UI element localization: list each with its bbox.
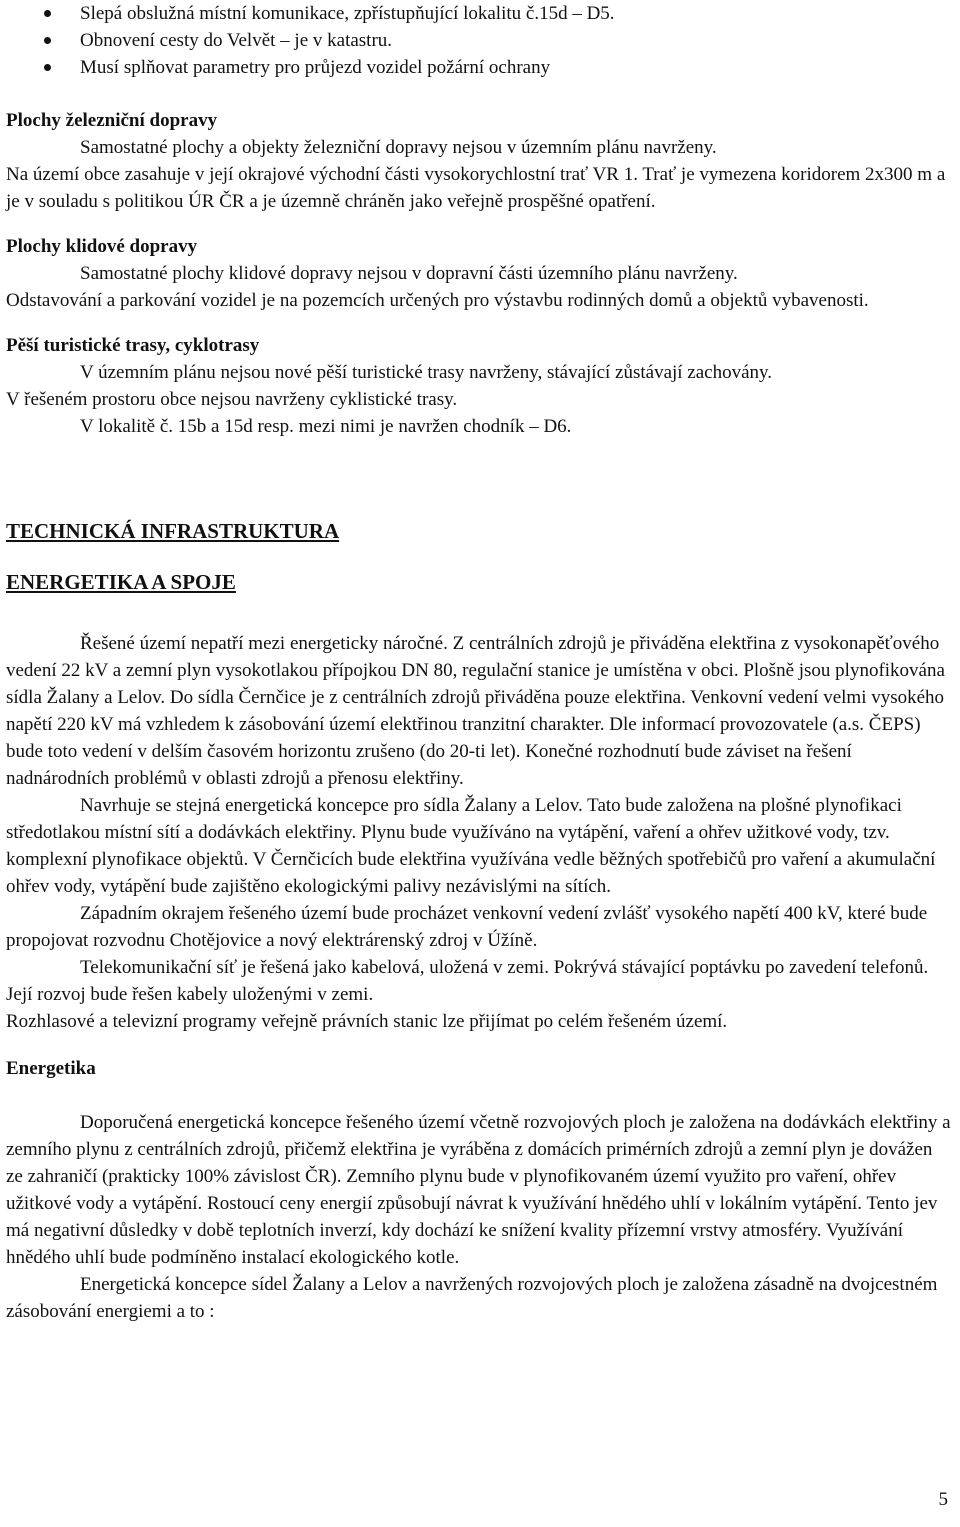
broadcast-text: Rozhlasové a televizní programy veřejně právních stanic lze přijímat po celém řešeném území. <box>6 1011 728 1032</box>
energetika-heading: Energetika <box>6 1058 96 1079</box>
parking-line1: Samostatné plochy klidové dopravy nejsou v dopravní části územního plánu navrženy. <box>80 263 738 284</box>
parking-text: Odstavování a parkování vozidel je na pozemcích určených pro výstavbu rodinných domů a objektů vybavenosti. <box>6 290 869 311</box>
trails-line2: V řešeném prostoru obce nejsou navrženy cyklistické trasy. <box>6 389 458 410</box>
trails-line1: V územním plánu nejsou nové pěší turistické trasy navrženy, stávající zůstávají zachovány. <box>80 362 773 383</box>
energy-paragraph-2: Navrhuje se stejná energetická koncepce pro sídla Žalany a Lelov. Tato bude založena na plošné plynofikaci středotlakou místní sítí a dodávkách elektřiny. Plynu bude využíváno na vytápění, vaření a ohřev užitkové vody, tzv. komplexní plynofikace objektů. V Černčicích bude elektřina využívána vedle běžných spotřebičů pro vaření a akumulační ohřev vody, vytápění bude zajištěno ekologickými palivy nezávislými na sítích. <box>6 795 936 897</box>
rail-heading: Plochy železniční dopravy <box>6 110 218 131</box>
energetika-paragraph-2: Energetická koncepce sídel Žalany a Lelov a navržených rozvojových ploch je založena zásadně na dvojcestném zásobování energiemi a to : <box>6 1274 938 1322</box>
bullet-item: Obnovení cesty do Velvět – je v katastru. <box>6 27 952 54</box>
document-page <box>6 0 952 1325</box>
rail-text: Na území obce zasahuje v její okrajové východní části vysokorychlostní trať VR 1. Trať je vymezena koridorem 2x300 m a je v souladu s politikou ÚR ČR a je územně chráněn jako veřejně prospěšné opatření. <box>6 164 946 212</box>
energy-paragraph-4: Telekomunikační síť je řešená jako kabelová, uložená v zemi. Pokrývá stávající poptávku po zavedení telefonů. Její rozvoj bude řešen kabely uloženými v zemi. <box>6 957 929 1005</box>
energetika-paragraph-1: Doporučená energetická koncepce řešeného území včetně rozvojových ploch je založena na dodávkách elektřiny a zemního plynu z centrálních zdrojů, přičemž elektřina je vyráběna z domácích primérních zdrojů a zemní plyn je dovážen ze zahraničí (prakticky 100% závislost ČR). Zemního plynu bude v plynofikovaném území využito pro vaření, ohřev užitkové vody a vytápění. Rostoucí ceny energií způsobují návrat k využívání hnědého uhlí v lokálním vytápění. Tento jev má negativní důsledky v době teplotních inverzí, kdy dochází ke snížení kvality přízemní vrstvy atmosféry. Využívání hnědého uhlí bude podmíněno instalací ekologického kotle. <box>6 1112 951 1268</box>
bullet-list <box>6 0 952 81</box>
trails-heading: Pěší turistické trasy, cyklotrasy <box>6 335 260 356</box>
parking-heading: Plochy klidové dopravy <box>6 236 198 257</box>
energy-paragraph-3: Západním okrajem řešeného území bude procházet venkovní vedení zvlášť vysokého napětí 400 kV, které bude propojovat rozvodnu Chotějovice a nový elektrárenský zdroj v Úžíně. <box>6 903 928 951</box>
rail-line1: Samostatné plochy a objekty železniční dopravy nejsou v územním plánu navrženy. <box>80 137 717 158</box>
bullet-item: Slepá obslužná místní komunikace, zpřístupňující lokalitu č.15d – D5. <box>6 0 952 27</box>
infra-heading: TECHNICKÁ INFRASTRUKTURA <box>6 519 340 543</box>
page-number: 5 <box>938 1489 948 1510</box>
energy-heading: ENERGETIKA A SPOJE <box>6 570 236 594</box>
bullet-item: Musí splňovat parametry pro průjezd vozidel požární ochrany <box>6 54 952 81</box>
trails-line3: V lokalitě č. 15b a 15d resp. mezi nimi je navržen chodník – D6. <box>80 416 572 437</box>
energy-paragraph-1: Řešené území nepatří mezi energeticky náročné. Z centrálních zdrojů je přiváděna elektřina z vysokonapěťového vedení 22 kV a zemní plyn vysokotlakou přípojkou DN 80, regulační stanice je umístěna v obci. Plošně jsou plynofikována sídla Žalany a Lelov. Do sídla Černčice je z centrálních zdrojů přiváděna pouze elektřina. Venkovní vedení velmi vysokého napětí 220 kV má vzhledem k zásobování území elektřinou tranzitní charakter. Dle informací provozovatele (a.s. ČEPS) bude toto vedení v delším časovém horizontu zrušeno (do 20-ti let). Konečné rozhodnutí bude záviset na řešení nadnárodních problémů v oblasti zdrojů a přenosu elektřiny. <box>6 633 945 789</box>
